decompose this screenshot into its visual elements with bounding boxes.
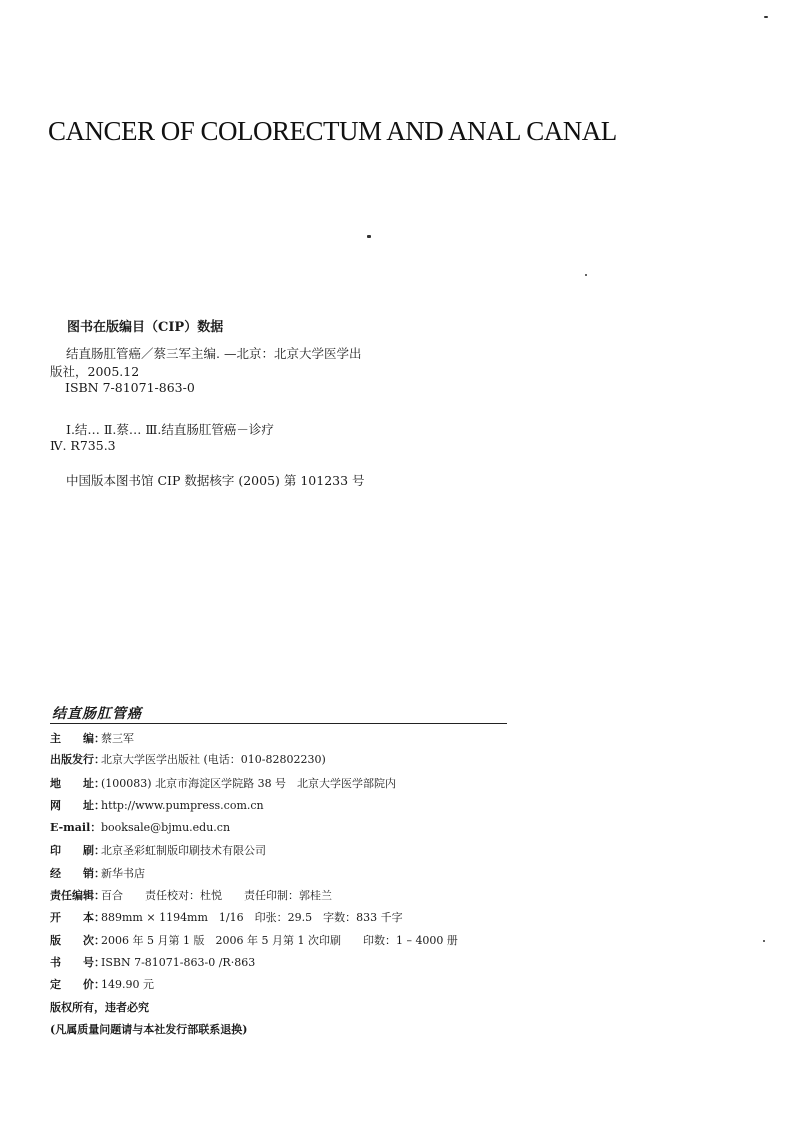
row-label: 地 址： (50, 777, 105, 790)
colophon-row-publisher (50, 752, 326, 768)
scan-speck (764, 16, 768, 18)
colophon-row-price (50, 977, 154, 993)
colophon-row-edition (50, 933, 458, 949)
row-label: 定 价： (50, 978, 105, 991)
scan-speck (763, 940, 765, 942)
row-label: 版 次： (50, 934, 105, 947)
colophon-note: (凡属质量问题请与本社发行部联系退换) (50, 1023, 248, 1036)
row-value: (100083) 北京市海淀区学院路 38 号 北京大学医学部院内 (101, 777, 397, 790)
cip-heading: 图书在版编目（CIP）数据 (67, 320, 224, 335)
colophon-row-website (50, 798, 264, 814)
row-value: booksale@bjmu.edu.cn (101, 821, 231, 834)
row-label: 主 编： (50, 732, 105, 745)
row-label: 书 号： (50, 956, 105, 969)
colophon-rights: 版权所有，违者必究 (50, 1001, 149, 1014)
row-label: 开 本： (50, 911, 105, 924)
row-label: 出版发行： (50, 753, 105, 766)
colophon-row-format (50, 910, 403, 926)
cip-line-5: Ⅳ. R735.3 (50, 438, 116, 453)
colophon-row-isbn (50, 955, 255, 971)
row-label: 经 销： (50, 867, 105, 880)
colophon-row-address (50, 776, 396, 792)
cip-line-3: ISBN 7-81071-863-0 (65, 380, 195, 395)
row-value: ISBN 7-81071-863-0 /R·863 (101, 956, 256, 969)
cip-line-2: 版社，2005.12 (50, 364, 140, 379)
scan-speck (585, 274, 587, 276)
cip-line-4: Ⅰ.结… Ⅱ.蔡… Ⅲ.结直肠肛管癌－诊疗 (66, 422, 274, 437)
scan-speck (367, 235, 371, 238)
colophon-row-printer (50, 843, 266, 859)
row-value: 新华书店 (101, 867, 145, 880)
row-value: http://www.pumpress.com.cn (101, 799, 264, 812)
book-english-title: CANCER OF COLORECTUM AND ANAL CANAL (48, 116, 617, 146)
row-value: 889mm × 1194mm 1/16 印张：29.5 字数：833 千字 (101, 911, 403, 924)
cip-line-6: 中国版本图书馆 CIP 数据核字 (2005) 第 101233 号 (66, 473, 365, 488)
row-value: 百合 责任校对：杜悦 责任印制：郭桂兰 (101, 889, 332, 902)
row-label: 责任编辑： (50, 889, 105, 902)
row-label: E-mail： (50, 821, 102, 834)
cip-line-1: 结直肠肛管癌／蔡三军主编. —北京：北京大学医学出 (66, 346, 362, 361)
row-label: 网 址： (50, 799, 105, 812)
colophon-row-editor (50, 731, 134, 747)
colophon-row-distributor (50, 866, 145, 882)
row-value: 北京圣彩虹制版印刷技术有限公司 (101, 844, 266, 857)
row-value: 北京大学医学出版社 (电话：010-82802230) (101, 753, 326, 766)
row-value: 149.90 元 (101, 978, 154, 991)
row-label: 印 刷： (50, 844, 105, 857)
colophon-title: 结直肠肛管癌 (52, 706, 142, 722)
colophon-row-email (50, 820, 230, 836)
row-value: 2006 年 5 月第 1 版 2006 年 5 月第 1 次印刷 印数：1 – 4000 册 (101, 934, 458, 947)
row-value: 蔡三军 (101, 732, 134, 745)
colophon-rule (50, 723, 507, 724)
colophon-row-responsible (50, 888, 332, 904)
